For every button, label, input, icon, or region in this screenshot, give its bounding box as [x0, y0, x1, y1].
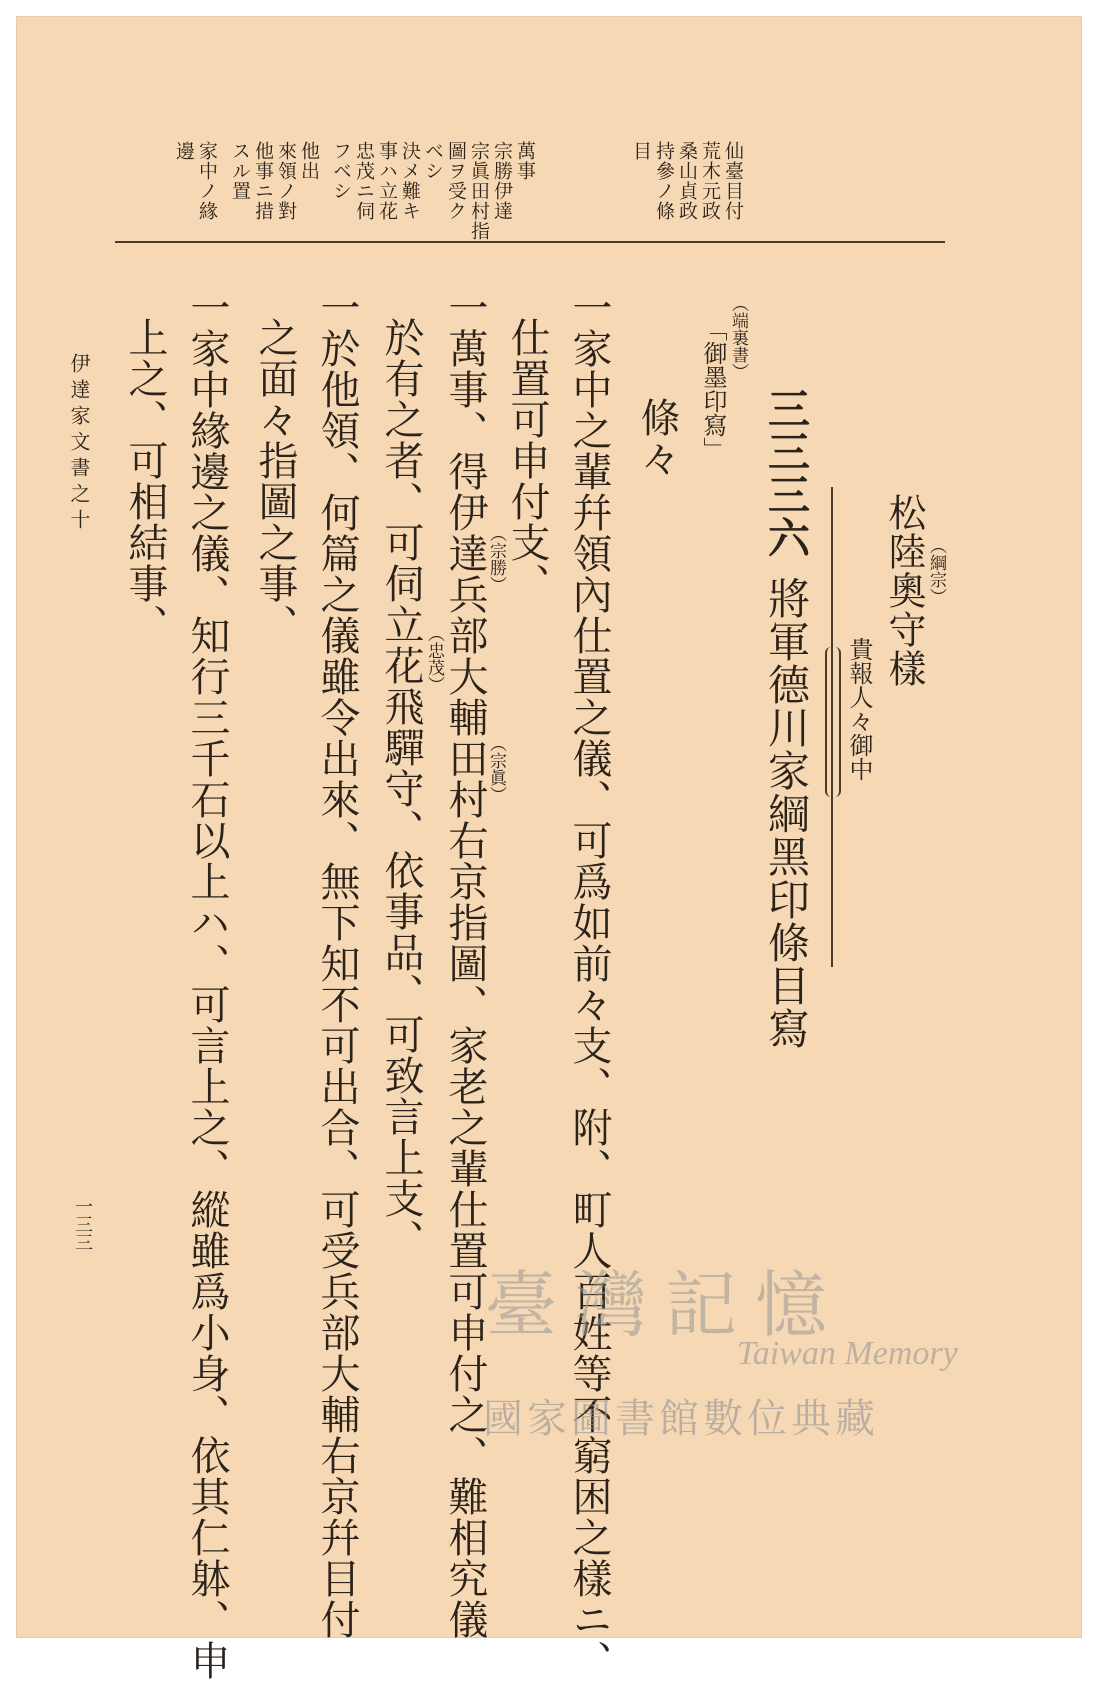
header-col-7: 宗勝伊達: [491, 141, 513, 221]
letter-addressee-note: （綱宗）: [926, 537, 946, 605]
book-title: 伊達家文書之十: [67, 353, 91, 535]
letter-reply: 貴報人々御中: [845, 637, 873, 781]
header-col-20: 邊: [173, 141, 195, 161]
annotation-zongzhen: （宗眞）: [486, 735, 506, 803]
header-col-19: 家中ノ緣: [196, 141, 218, 221]
header-col-17: 他事ニ措: [252, 141, 274, 221]
section-heading: 條々: [634, 397, 680, 479]
header-col-2: 荒木元政: [699, 141, 721, 221]
document-page: [16, 16, 1082, 1681]
header-col-11: 決メ難キ: [399, 141, 421, 221]
header-col-1: 仙臺目付: [722, 141, 744, 221]
ornamental-bracket: [825, 647, 841, 797]
endorsement: 「御墨印寫」: [699, 317, 727, 461]
body-line-8: 上之、可相結事、: [122, 317, 168, 645]
body-line-7: 一家中緣邊之儀、知行三千石以上ハ、可言上之、縱雖爲小身、依其仁躰、申: [184, 287, 230, 1681]
annotation-zongsheng: （宗勝）: [486, 525, 506, 593]
header-col-12: 事ハ立花: [376, 141, 398, 221]
header-col-5: 目: [630, 141, 652, 161]
header-col-16: 來領ノ對: [275, 141, 297, 221]
header-col-8: 宗眞田村指: [468, 141, 490, 241]
watermark-title: 臺灣記憶: [485, 1263, 846, 1347]
body-line-5: 一於他領、何篇之儀雖令出來、無下知不可出合、可受兵部大輔右京幷目付: [314, 287, 360, 1640]
header-col-13: 忠茂ニ伺: [353, 141, 375, 221]
body-line-1: 一家中之輩幷領內仕置之儀、可爲如前々支、附、町人百姓等不窮困之樣ニ、: [566, 287, 612, 1681]
endorsement-label: （端裏書）: [728, 295, 748, 380]
watermark-subtitle: 國家圖書館數位典藏: [483, 1396, 879, 1442]
header-col-18: スル置: [229, 141, 251, 201]
watermark-english: Taiwan Memory: [737, 1335, 958, 1372]
body-line-2: 仕置可申付支、: [504, 317, 550, 604]
header-col-3: 桑山貞政: [676, 141, 698, 221]
header-col-10: ベシ: [422, 141, 444, 181]
header-col-6: 萬事: [514, 141, 536, 181]
body-line-3: 一萬事、得伊達兵部大輔田村右京指圖、家老之輩仕置可申付之、難相究儀: [442, 287, 488, 1640]
page-number: 一三三: [72, 1197, 93, 1251]
doc-title: 將軍德川家綱黑印條目寫: [762, 577, 811, 1050]
doc-number: 三三三六: [762, 387, 811, 559]
header-col-15: 他出: [298, 141, 320, 181]
letter-addressee: 松陸奧守樣: [882, 493, 926, 688]
header-col-14: フベシ: [330, 141, 352, 201]
body-line-4: 於有之者、可伺立花飛驒守、依事品、可致言上支、: [378, 317, 424, 1260]
annotation-zhongmao: （忠茂）: [424, 625, 444, 693]
body-line-6: 之面々指圖之事、: [252, 317, 298, 645]
header-col-9: 圖ヲ受ク: [445, 141, 467, 221]
header-rule: [115, 241, 945, 243]
header-col-4: 持參ノ條: [653, 141, 675, 221]
